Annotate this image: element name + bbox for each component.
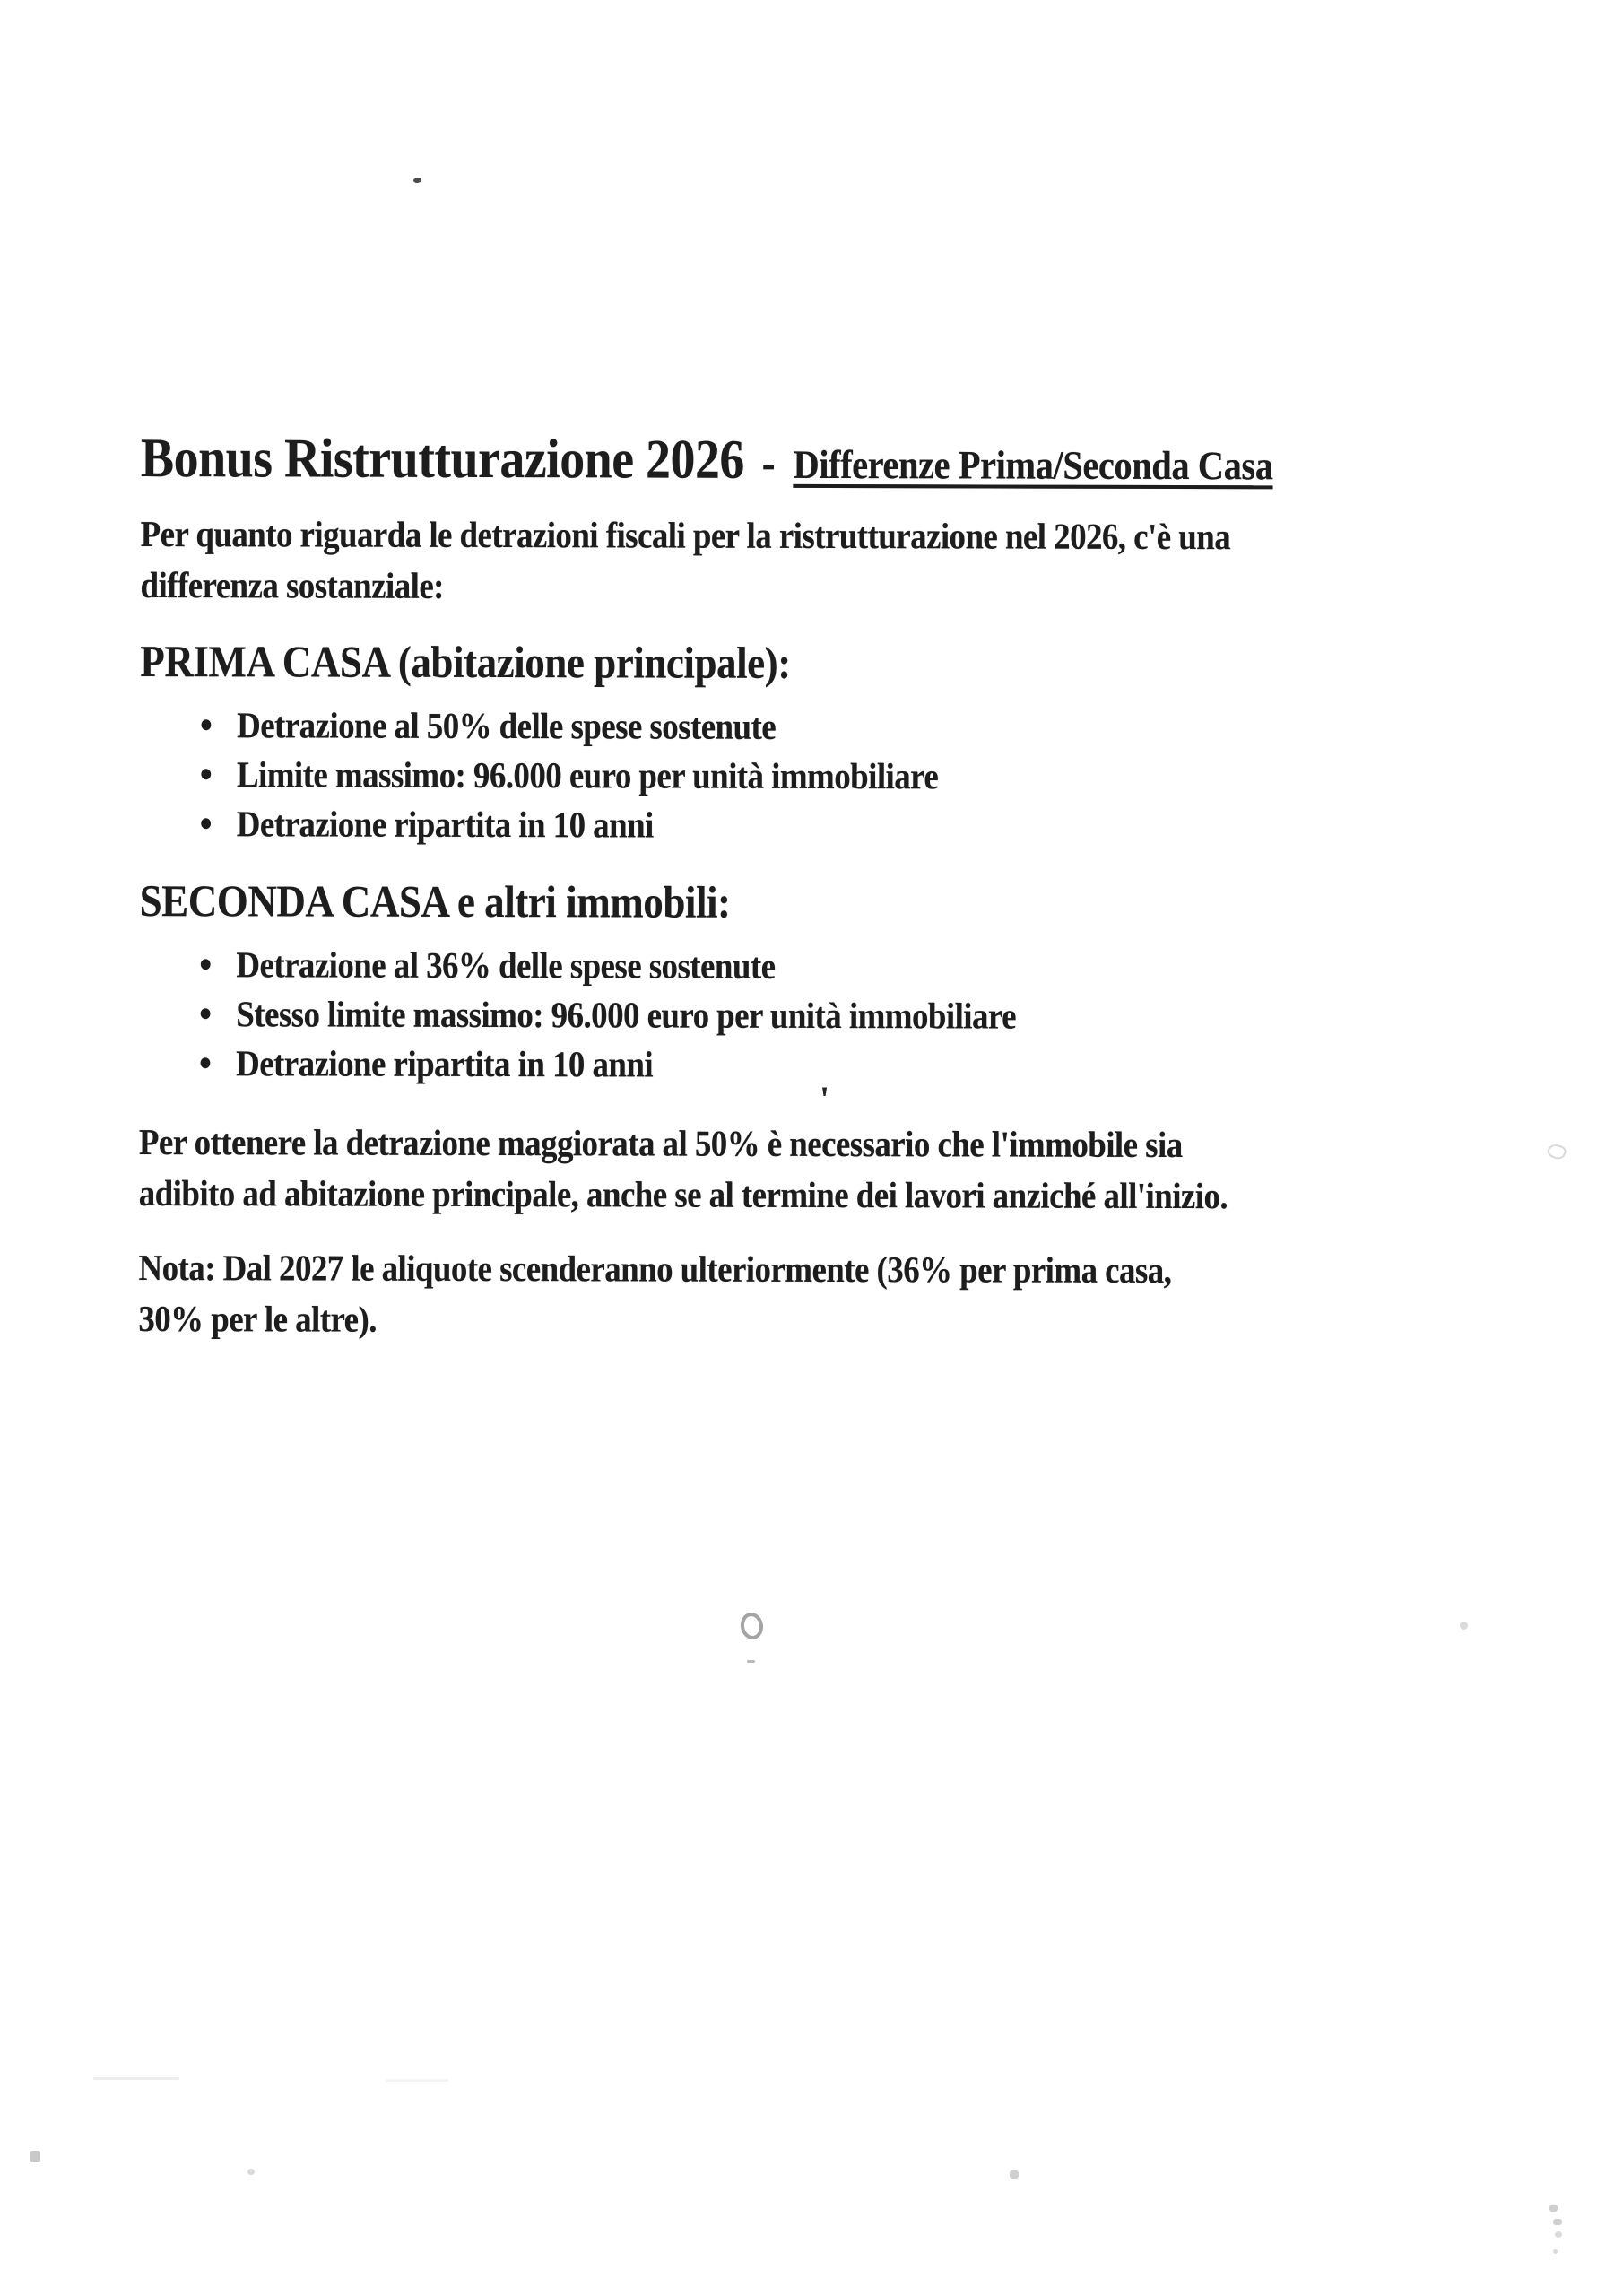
bullet-item bbox=[201, 750, 1271, 802]
bullet-marker-icon bbox=[201, 1057, 211, 1068]
scan-speck bbox=[1460, 1622, 1468, 1630]
bullet-text: Limite massimo: 96.000 euro per unità immobiliare bbox=[236, 753, 939, 797]
intro-paragraph bbox=[140, 509, 1272, 613]
bullet-item bbox=[200, 1039, 1271, 1091]
bullet-text: Stesso limite massimo: 96.000 euro per unità immobiliare bbox=[236, 993, 1017, 1037]
scan-speck bbox=[747, 1660, 755, 1663]
bullet-marker-icon bbox=[201, 959, 211, 970]
title-separator: - bbox=[761, 437, 776, 488]
bullet-item bbox=[201, 940, 1271, 992]
bullet-text: Detrazione ripartita in 10 anni bbox=[236, 1042, 654, 1085]
bullet-marker-icon bbox=[201, 1008, 211, 1019]
scan-speck bbox=[413, 177, 422, 183]
section-heading-prima-casa: PRIMA CASA (abitazione principale): bbox=[140, 635, 791, 688]
scan-smudge bbox=[386, 2079, 448, 2082]
bullet-text: Detrazione al 36% delle spese sostenute bbox=[236, 944, 776, 987]
scan-speck bbox=[30, 2151, 40, 2162]
bullet-text: Detrazione ripartita in 10 anni bbox=[236, 803, 654, 846]
bullet-item bbox=[201, 799, 1271, 851]
scan-speck bbox=[247, 2169, 255, 2175]
title-main: Bonus Ristrutturazione 2026 bbox=[140, 428, 744, 491]
seconda-casa-bullet-list bbox=[139, 940, 1271, 1091]
bullet-marker-icon bbox=[201, 769, 211, 779]
bullet-marker-icon bbox=[202, 719, 212, 730]
closing-paragraph bbox=[139, 1117, 1271, 1222]
section-heading-seconda-casa: SECONDA CASA e altri immobili: bbox=[139, 874, 731, 927]
scan-speck bbox=[1553, 2249, 1558, 2254]
note-paragraph bbox=[138, 1242, 1271, 1347]
scan-smudge bbox=[93, 2077, 179, 2080]
bullet-item bbox=[201, 700, 1271, 752]
scan-speck bbox=[1549, 2205, 1558, 2212]
scan-speck bbox=[1010, 2170, 1019, 2179]
title-subtitle: Differenze Prima/Seconda Casa bbox=[793, 441, 1273, 489]
scan-ring-artifact bbox=[739, 1611, 766, 1641]
scan-speck bbox=[1553, 2219, 1562, 2225]
note-line: 30% per le altre). bbox=[138, 1297, 378, 1340]
bullet-marker-icon bbox=[201, 818, 211, 829]
intro-line: Per quanto riguarda le detrazioni fiscali per la ristrutturazione nel 2026, c'è una bbox=[140, 512, 1231, 558]
scan-speck bbox=[1555, 2231, 1562, 2238]
scan-smudge bbox=[1546, 1142, 1568, 1162]
closing-line: Per ottenere la detrazione maggiorata al 50% è necessario che l'immobile sia bbox=[138, 1120, 1183, 1165]
scanned-document bbox=[138, 429, 1272, 1347]
page-title bbox=[141, 429, 1273, 491]
note-line: Nota: Dal 2027 le aliquote scenderanno ulteriormente (36% per prima casa, bbox=[138, 1246, 1172, 1291]
prima-casa-bullet-list bbox=[140, 700, 1272, 851]
bullet-text: Detrazione al 50% delle spese sostenute bbox=[237, 704, 777, 747]
closing-line: adibito ad abitazione principale, anche se al termine dei lavori anziché all'inizio. bbox=[138, 1171, 1228, 1217]
bullet-item bbox=[201, 989, 1271, 1041]
stray-ink-mark: ' bbox=[820, 1079, 830, 1119]
intro-line: differenza sostanziale: bbox=[140, 563, 445, 606]
